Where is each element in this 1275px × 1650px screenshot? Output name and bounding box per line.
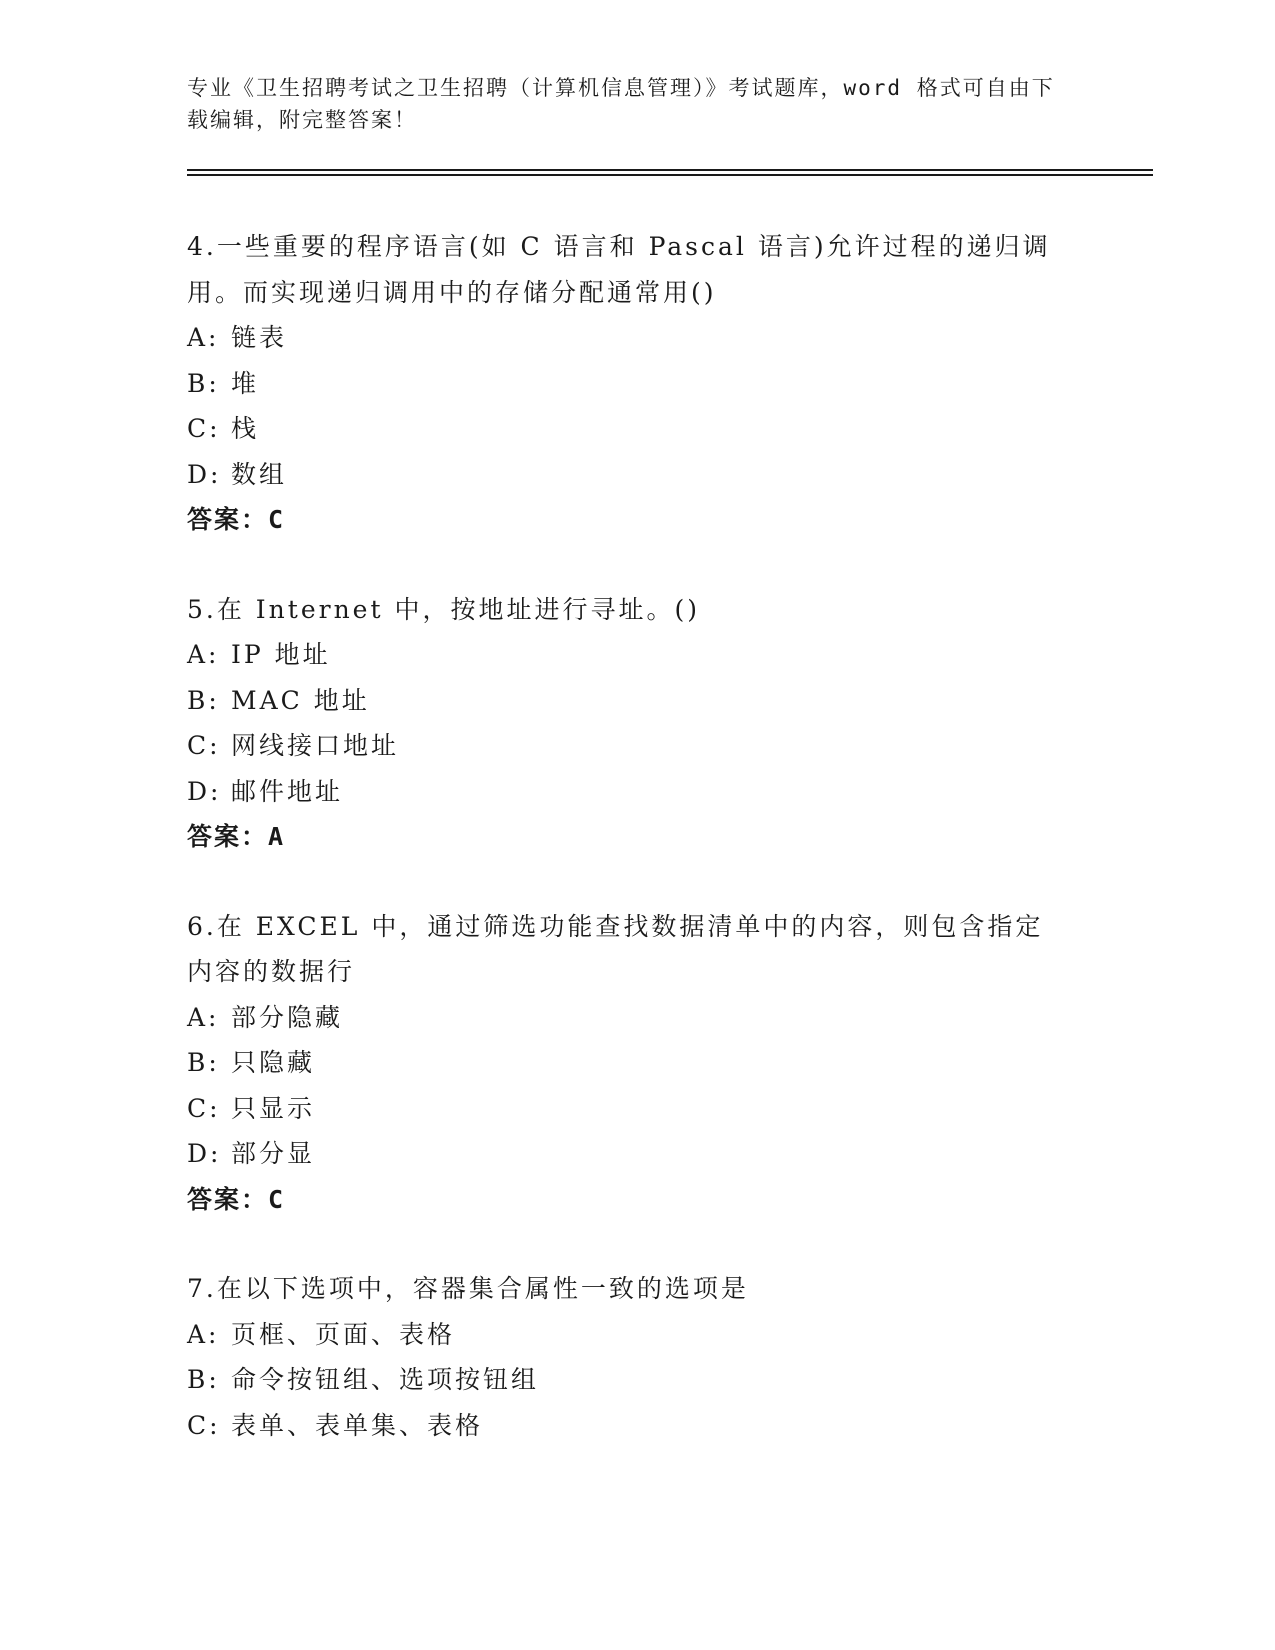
option-b [187, 1357, 1147, 1403]
answer: 答案：C [187, 1184, 286, 1214]
answer: 答案：C [187, 505, 286, 534]
question-stem: 5.在 Internet 中，按地址进行寻址。() [187, 594, 700, 624]
option-key: D: [187, 459, 222, 489]
answer: 答案：A [187, 822, 286, 851]
question-list [187, 224, 1147, 1448]
option-text: 命令按钮组、选项按钮组 [231, 1365, 540, 1394]
option-key: A: [187, 640, 220, 669]
option-text: MAC 地址 [231, 685, 370, 715]
divider-line-bottom [187, 174, 1153, 176]
option-key: D: [187, 1139, 222, 1168]
question-4 [187, 224, 1147, 543]
question-5 [187, 587, 1147, 860]
option-text: 堆 [231, 368, 260, 398]
option-a [187, 315, 1147, 361]
option-d [187, 452, 1147, 498]
option-key: C: [187, 1410, 221, 1440]
option-text: 只隐藏 [231, 1048, 316, 1077]
header-divider [187, 169, 1153, 176]
option-c [187, 406, 1147, 452]
option-a [187, 995, 1147, 1041]
option-b [187, 1040, 1147, 1086]
option-a [187, 1312, 1147, 1358]
question-7 [187, 1266, 1147, 1448]
option-text: 表单、表单集、表格 [231, 1410, 484, 1440]
option-key: A: [187, 1319, 220, 1349]
option-text: 部分显 [231, 1139, 316, 1168]
question-stem: 6.在 EXCEL 中，通过筛选功能查找数据清单中的内容，则包含指定内容的数据行 [187, 911, 1044, 986]
option-c [187, 723, 1147, 769]
option-a [187, 632, 1147, 678]
divider-line-top [187, 169, 1153, 171]
option-text: 链表 [231, 323, 288, 352]
option-key: C: [187, 731, 221, 760]
document-header: 专业《卫生招聘考试之卫生招聘（计算机信息管理）》考试题库，word 格式可自由下载编辑，附完整答案！ [187, 76, 1055, 132]
option-key: C: [187, 414, 221, 443]
option-key: D: [187, 776, 222, 806]
option-d [187, 1131, 1147, 1177]
option-key: B: [187, 368, 220, 398]
document-page [187, 72, 1147, 1492]
option-key: B: [187, 1365, 220, 1394]
option-key: B: [187, 685, 220, 715]
option-text: 页框、页面、表格 [231, 1319, 456, 1349]
option-c [187, 1403, 1147, 1449]
option-text: 部分隐藏 [231, 1002, 344, 1032]
option-text: 只显示 [231, 1093, 316, 1123]
option-key: A: [187, 1002, 220, 1032]
option-b [187, 361, 1147, 407]
option-key: A: [187, 323, 220, 352]
option-d [187, 769, 1147, 815]
option-key: B: [187, 1048, 220, 1077]
option-text: 邮件地址 [231, 776, 344, 806]
question-stem: 7.在以下选项中，容器集合属性一致的选项是 [187, 1274, 749, 1303]
option-text: 栈 [231, 414, 260, 443]
option-key: C: [187, 1093, 221, 1123]
option-b [187, 678, 1147, 724]
option-text: 网线接口地址 [231, 731, 400, 760]
question-6 [187, 904, 1147, 1223]
option-c [187, 1086, 1147, 1132]
option-text: 数组 [231, 459, 288, 489]
question-stem: 4.一些重要的程序语言(如 C 语言和 Pascal 语言)允许过程的递归调用。而实现递归调用中的存储分配通常用() [187, 232, 1051, 307]
option-text: IP 地址 [231, 640, 331, 669]
